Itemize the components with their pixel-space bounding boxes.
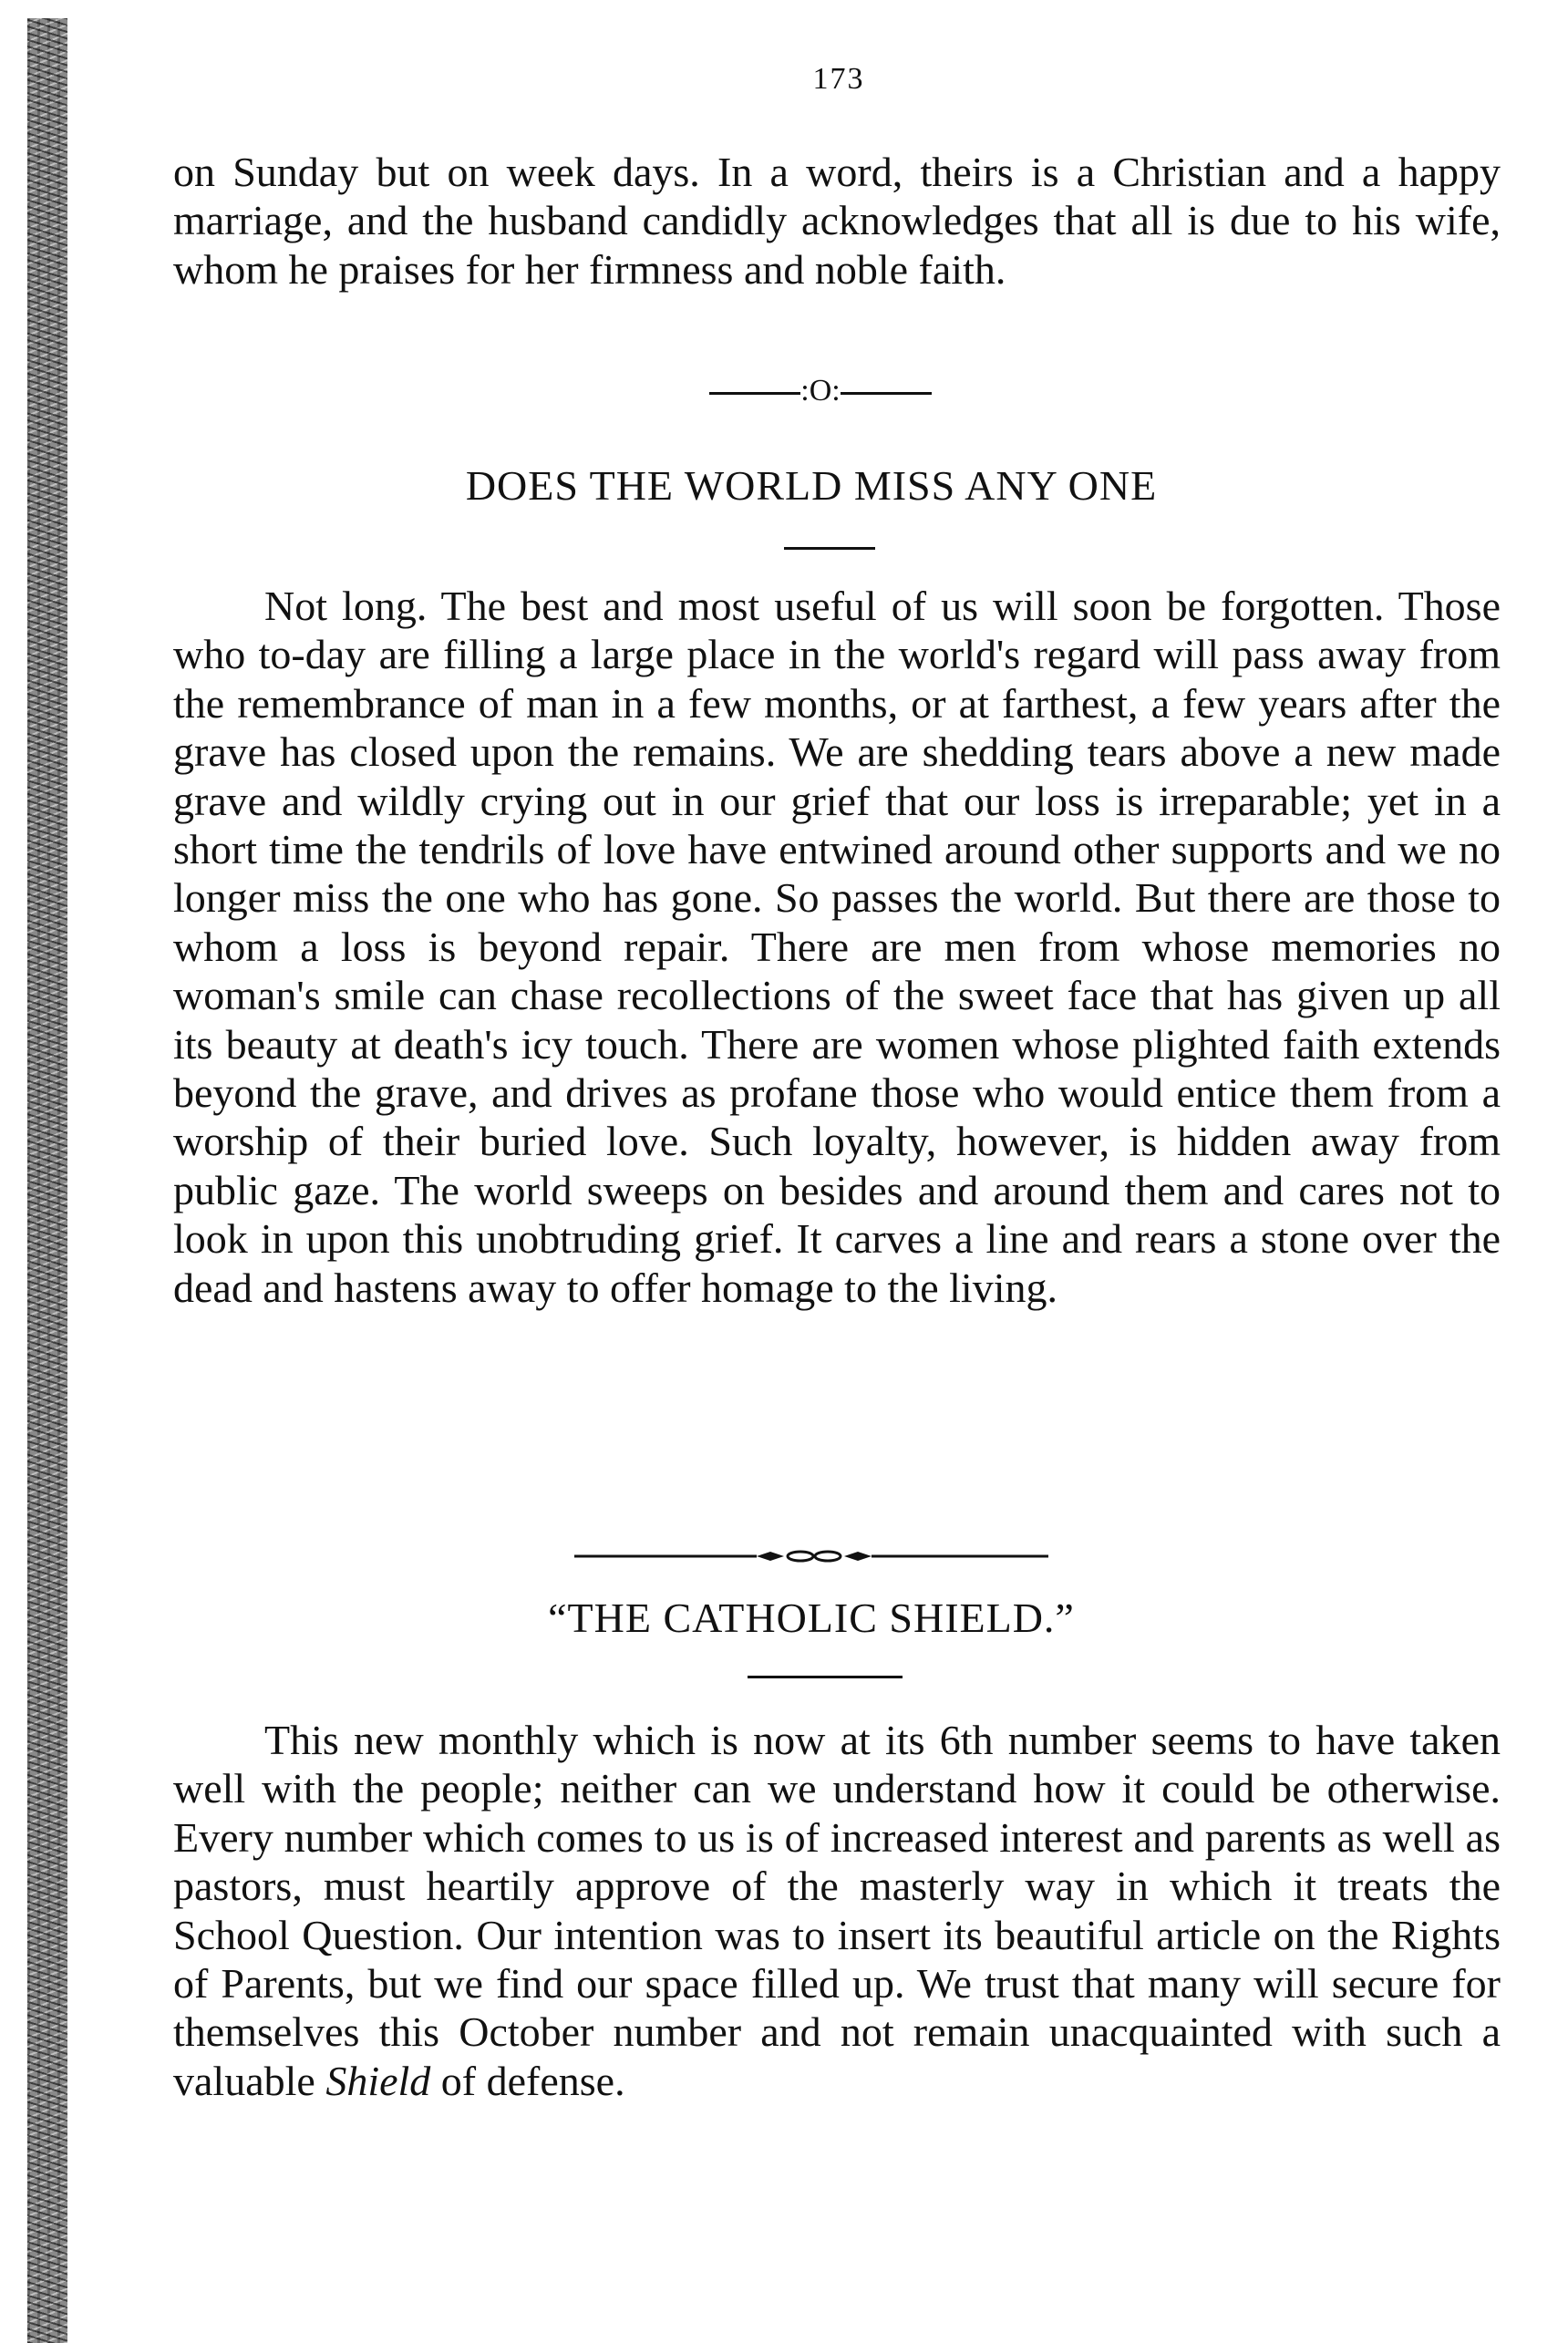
article-text-world: Not long. The best and most useful of us will soon be forgotten. Those who to-day are filling a large place in the world's regard will pass away from the remembrance of man in a few months, or at farthest, a few years after the grave has closed upon the remains. We are shedding tears above a new made grave and wildly crying out in our grief that our loss is irreparable; yet in a short time the tendrils of love have entwined around other supports and we no longer miss the one who has gone. So passes the world. But there are those to whom a loss is beyond repair. There are men from whose memories no woman's smile can chase recollections of the sweet face that has given up all its beauty at death's icy touch. There are women whose plighted faith extends beyond the grave, and drives as profane those who would entice them from a worship of their buried love. Such loyalty, however, is hidden away from public gaze. The world sweeps on besides and around them and cares not to look in upon this unobtruding grief. It carves a line and rears a stone over the dead and hastens away to offer homage to the living.: [173, 583, 1501, 1311]
article-body-shield: [173, 1716, 1501, 2105]
continuation-text: on Sunday but on week days. In a word, theirs is a Christian and a happy marriage, and the husband candidly acknowledges that all is due to his wife, whom he praises for her firmness and noble faith.: [173, 149, 1501, 293]
article-title-world: DOES THE WORLD MISS ANY ONE: [465, 462, 1158, 509]
article-body-world: [173, 582, 1501, 1312]
shield-text-italic: Shield: [325, 2057, 431, 2104]
shield-text-main: This new monthly which is now at its 6th number seems to have taken well with the people; neither can we understand how it could be otherwise. Every number which comes to us is of increased interest and parents as well as pastors, must heartily approve of the masterly way in which it treats the School Question. Our intention was to insert its beautiful article on the Rights of Parents, but we find our space filled up. We trust that many will secure for themselves this October number and not remain unacquainted with such a valuable: [173, 1717, 1501, 2104]
shield-text-end: of defense.: [430, 2057, 625, 2104]
divider-line-left: [709, 392, 800, 395]
title-underline-world: [784, 547, 875, 550]
article-title-shield: “THE CATHOLIC SHIELD.”: [548, 1595, 1075, 1641]
divider-line-right: [841, 392, 932, 395]
title-underline-shield: [748, 1676, 903, 1678]
divider-mark: :O:: [800, 374, 841, 408]
book-binding-edge: [27, 18, 67, 2343]
ornamental-rule: [574, 1550, 1048, 1563]
section-divider: [36, 374, 1568, 408]
continuation-paragraph: [173, 148, 1501, 294]
page-number: 173: [812, 62, 865, 96]
article-text-shield: [173, 1716, 1501, 2105]
